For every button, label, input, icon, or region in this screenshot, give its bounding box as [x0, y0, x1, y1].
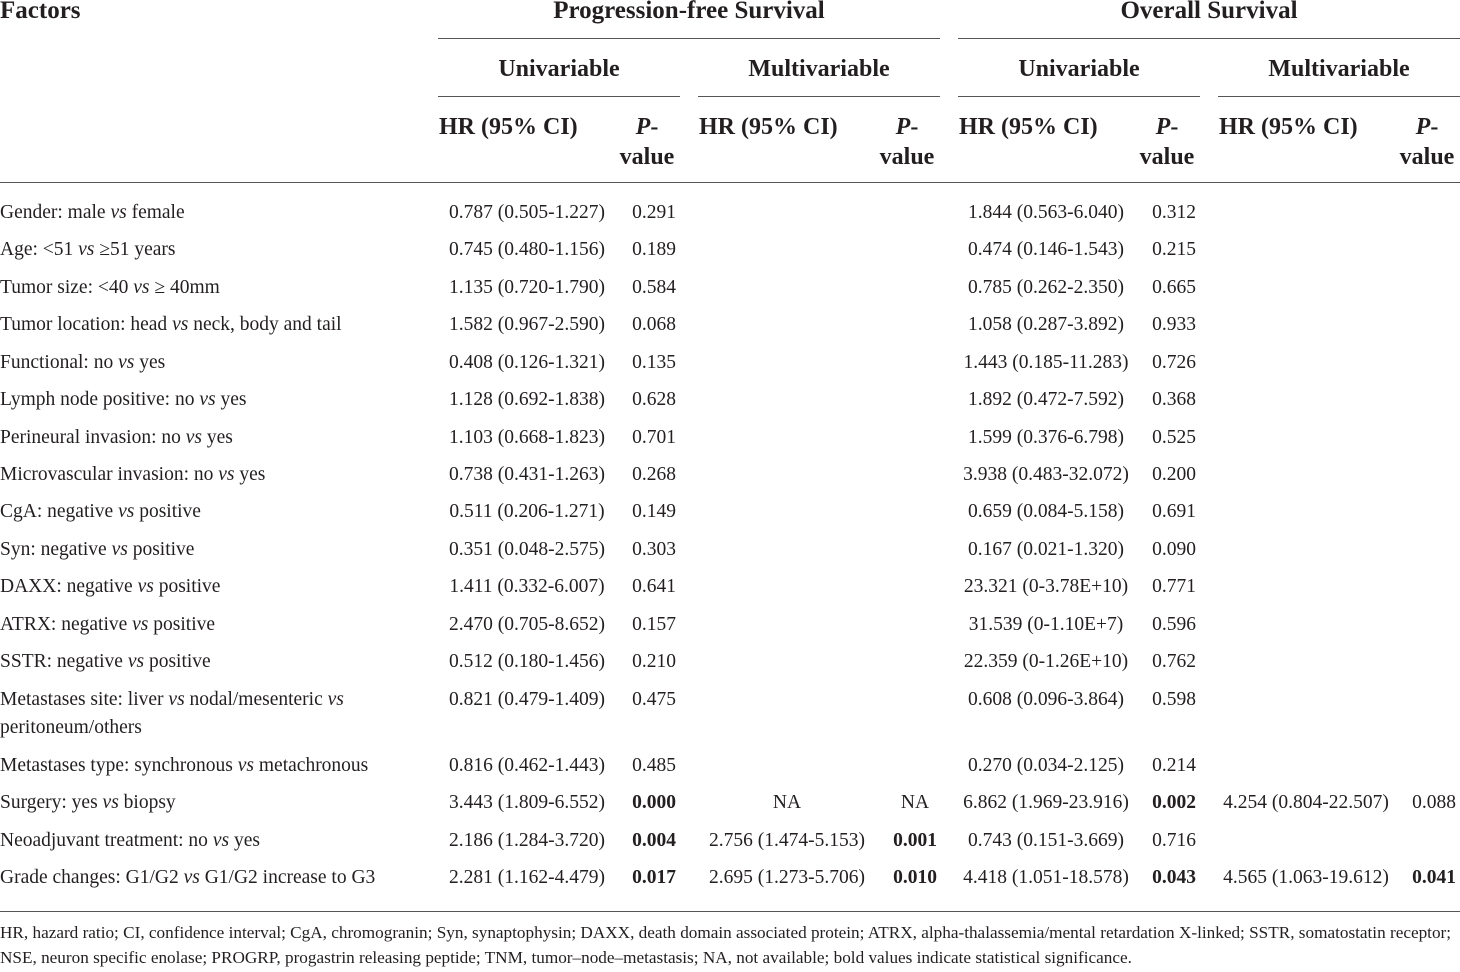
os-uni-hr: 0.474 (0.146-1.543): [968, 239, 1124, 260]
pfs-multi-p: 0.001: [893, 830, 937, 851]
pfs-uni-p: 0.004: [632, 830, 676, 851]
factor-text: CgA: negative: [0, 501, 119, 522]
factor-text: Perineural invasion: no: [0, 427, 186, 448]
factor-text: biopsy: [118, 792, 176, 813]
os-uni-p: 0.933: [1152, 314, 1196, 335]
os-uni-p: 0.598: [1152, 689, 1196, 710]
os-uni-hr: 1.844 (0.563-6.040): [968, 202, 1124, 223]
pfs-uni-hr: 2.281 (1.162-4.479): [449, 867, 605, 888]
factor-vs: vs: [137, 576, 154, 597]
pfs-uni-p: 0.210: [632, 651, 676, 672]
pfs-uni-hr: 1.582 (0.967-2.590): [449, 314, 605, 335]
factor-label: [0, 349, 430, 377]
factor-vs: vs: [218, 464, 235, 485]
pfs-uni-p-header-line2: value: [619, 144, 675, 170]
pfs-uni-hr: 0.408 (0.126-1.321): [449, 352, 605, 373]
factor-label: [0, 498, 430, 526]
os-multivariable-rule: [1218, 96, 1460, 97]
os-uni-p: 0.090: [1152, 539, 1196, 560]
factor-text: female: [126, 202, 185, 223]
factor-text: Surgery: yes: [0, 792, 103, 813]
os-uni-p: 0.771: [1152, 576, 1196, 597]
factor-vs: vs: [102, 792, 119, 813]
factor-label: [0, 686, 390, 742]
factor-text: Metastases site: liver: [0, 689, 169, 710]
os-header-rule: [958, 38, 1460, 39]
os-uni-hr: 1.599 (0.376-6.798): [968, 427, 1124, 448]
factor-label: [0, 536, 430, 564]
factor-text: Tumor size: <40: [0, 277, 134, 298]
pfs-uni-hr: 2.470 (0.705-8.652): [449, 614, 605, 635]
factor-text: positive: [148, 614, 216, 635]
pfs-uni-p: 0.628: [632, 389, 676, 410]
pfs-uni-hr: 0.745 (0.480-1.156): [449, 239, 605, 260]
factor-vs: vs: [212, 830, 230, 851]
os-uni-p: 0.665: [1152, 277, 1196, 298]
p-header-italic: P: [1415, 114, 1431, 140]
header-bottom-rule: [0, 182, 1460, 183]
factor-text: nodal/mesenteric: [184, 689, 328, 710]
p-header-italic: P: [895, 114, 911, 140]
factor-text: positive: [153, 576, 221, 597]
pfs-uni-p: 0.303: [632, 539, 676, 560]
factor-label: [0, 752, 430, 780]
factor-vs: vs: [78, 239, 95, 260]
os-uni-p: 0.002: [1152, 792, 1196, 813]
factor-vs: vs: [199, 389, 216, 410]
pfs-uni-hr: 0.512 (0.180-1.456): [449, 651, 605, 672]
pfs-multi-p: 0.010: [893, 867, 937, 888]
factor-label: [0, 789, 430, 817]
os-univariable-header: Univariable: [1018, 56, 1140, 82]
os-uni-hr: 22.359 (0-1.26E+10): [963, 651, 1129, 672]
pfs-uni-p-header: [614, 112, 680, 142]
factor-text: Microvascular invasion: no: [0, 464, 219, 485]
pfs-uni-p: 0.485: [632, 755, 676, 776]
pfs-uni-p: 0.475: [632, 689, 676, 710]
factor-text: Functional: no: [0, 352, 119, 373]
factor-text: SSTR: negative: [0, 651, 128, 672]
pfs-uni-p: 0.068: [632, 314, 676, 335]
os-multi-hr: 4.565 (1.063-19.612): [1223, 867, 1389, 888]
factor-text: Gender: male: [0, 202, 111, 223]
os-uni-hr: 1.443 (0.185-11.283): [963, 352, 1129, 373]
pfs-header-rule: [438, 38, 940, 39]
factor-text: yes: [234, 464, 266, 485]
factor-text: Syn: negative: [0, 539, 112, 560]
factor-text: metachronous: [254, 755, 369, 776]
os-univariable-rule: [958, 96, 1200, 97]
pfs-uni-p: 0.149: [632, 501, 676, 522]
pfs-multivariable-rule: [698, 96, 940, 97]
pfs-uni-hr: 0.738 (0.431-1.263): [449, 464, 605, 485]
factor-text: ≥51 years: [94, 239, 176, 260]
os-uni-p-header-line2: value: [1139, 144, 1195, 170]
os-uni-hr: 23.321 (0-3.78E+10): [963, 576, 1129, 597]
os-uni-hr: 0.785 (0.262-2.350): [968, 277, 1124, 298]
factors-header: Factors: [0, 0, 81, 24]
os-uni-p: 0.214: [1152, 755, 1196, 776]
factor-vs: vs: [168, 689, 185, 710]
pfs-multivariable-header: Multivariable: [748, 56, 890, 82]
pfs-uni-hr: 3.443 (1.809-6.552): [449, 792, 605, 813]
os-uni-hr: 31.539 (0-1.10E+7): [968, 614, 1124, 635]
pfs-multi-hr: 2.695 (1.273-5.706): [709, 867, 865, 888]
pfs-uni-hr: 0.351 (0.048-2.575): [449, 539, 605, 560]
factor-text: Lymph node positive: no: [0, 389, 200, 410]
factor-vs: vs: [172, 314, 189, 335]
os-uni-hr-header: HR (95% CI): [959, 114, 1098, 140]
os-uni-p: 0.200: [1152, 464, 1196, 485]
pfs-uni-p: 0.017: [632, 867, 676, 888]
factor-label: [0, 424, 430, 452]
os-uni-p: 0.312: [1152, 202, 1196, 223]
factor-vs: vs: [127, 651, 145, 672]
factor-label: [0, 386, 430, 414]
os-uni-hr: 0.270 (0.034-2.125): [968, 755, 1124, 776]
pfs-univariable-header: Univariable: [498, 56, 620, 82]
os-multi-p: 0.041: [1412, 867, 1456, 888]
os-uni-hr: 1.058 (0.287-3.892): [968, 314, 1124, 335]
os-multi-hr-header: HR (95% CI): [1219, 114, 1358, 140]
pfs-header: Progression-free Survival: [553, 0, 825, 24]
factor-text: Grade changes: G1/G2: [0, 867, 184, 888]
os-header: Overall Survival: [1120, 0, 1298, 24]
os-uni-hr: 0.743 (0.151-3.669): [968, 830, 1124, 851]
factor-text: neck, body and tail: [188, 314, 342, 335]
factor-label: [0, 573, 430, 601]
os-multi-p: 0.088: [1412, 792, 1456, 813]
pfs-uni-p: 0.135: [632, 352, 676, 373]
pfs-uni-hr: 1.103 (0.668-1.823): [449, 427, 605, 448]
pfs-uni-p: 0.584: [632, 277, 676, 298]
factor-vs: vs: [110, 202, 127, 223]
os-multi-p-header: [1394, 112, 1460, 142]
p-header-dash: -: [1170, 114, 1179, 140]
os-uni-p: 0.525: [1152, 427, 1196, 448]
pfs-uni-p: 0.189: [632, 239, 676, 260]
os-uni-hr: 0.167 (0.021-1.320): [968, 539, 1124, 560]
factor-text: positive: [134, 501, 201, 522]
pfs-multi-hr: 2.756 (1.474-5.153): [709, 830, 865, 851]
pfs-uni-hr: 0.787 (0.505-1.227): [449, 202, 605, 223]
p-header-italic: P: [1155, 114, 1171, 140]
os-multivariable-header: Multivariable: [1268, 56, 1410, 82]
factor-label: [0, 461, 430, 489]
pfs-uni-p: 0.157: [632, 614, 676, 635]
factor-label: [0, 611, 430, 639]
os-uni-hr: 1.892 (0.472-7.592): [968, 389, 1124, 410]
os-uni-p: 0.368: [1152, 389, 1196, 410]
factor-text: DAXX: negative: [0, 576, 138, 597]
p-header-dash: -: [910, 114, 919, 140]
pfs-uni-hr: 0.821 (0.479-1.409): [449, 689, 605, 710]
os-uni-p: 0.726: [1152, 352, 1196, 373]
os-uni-p-header: [1134, 112, 1200, 142]
factor-label: [0, 236, 430, 264]
factor-text: G1/G2 increase to G3: [199, 867, 376, 888]
factor-text: Neoadjuvant treatment: no: [0, 830, 213, 851]
factor-vs: vs: [133, 277, 150, 298]
os-uni-hr: 0.608 (0.096-3.864): [968, 689, 1124, 710]
factor-label: [0, 199, 430, 227]
factor-vs: vs: [237, 755, 255, 776]
pfs-uni-p: 0.291: [632, 202, 676, 223]
pfs-uni-hr-header: HR (95% CI): [439, 114, 578, 140]
pfs-uni-p: 0.701: [632, 427, 676, 448]
pfs-multi-hr-header: HR (95% CI): [699, 114, 838, 140]
factor-text: positive: [144, 651, 211, 672]
pfs-uni-p: 0.268: [632, 464, 676, 485]
factor-text: peritoneum/others: [0, 717, 142, 738]
factor-text: ≥ 40mm: [149, 277, 220, 298]
pfs-uni-p: 0.641: [632, 576, 676, 597]
os-uni-p: 0.762: [1152, 651, 1196, 672]
pfs-uni-hr: 1.135 (0.720-1.790): [449, 277, 605, 298]
factor-vs: vs: [111, 539, 128, 560]
os-uni-hr: 6.862 (1.969-23.916): [963, 792, 1129, 813]
factor-text: yes: [215, 389, 247, 410]
pfs-multi-p-header: [874, 112, 940, 142]
pfs-uni-hr: 2.186 (1.284-3.720): [449, 830, 605, 851]
os-multi-p-header-line2: value: [1399, 144, 1455, 170]
os-uni-hr: 0.659 (0.084-5.158): [968, 501, 1124, 522]
factor-text: yes: [229, 830, 260, 851]
factor-text: Tumor location: head: [0, 314, 173, 335]
factor-label: [0, 648, 430, 676]
p-header-dash: -: [650, 114, 659, 140]
os-uni-p: 0.215: [1152, 239, 1196, 260]
factor-text: yes: [202, 427, 233, 448]
factor-vs: vs: [118, 352, 135, 373]
os-uni-p: 0.716: [1152, 830, 1196, 851]
pfs-multi-p: NA: [900, 792, 930, 813]
os-uni-p: 0.043: [1152, 867, 1196, 888]
os-uni-p: 0.691: [1152, 501, 1196, 522]
os-uni-p: 0.596: [1152, 614, 1196, 635]
factor-label: [0, 827, 430, 855]
factor-text: ATRX: negative: [0, 614, 133, 635]
pfs-uni-hr: 0.511 (0.206-1.271): [449, 501, 605, 522]
factor-text: Metastases type: synchronous: [0, 755, 238, 776]
p-header-dash: -: [1430, 114, 1439, 140]
os-multi-hr: 4.254 (0.804-22.507): [1223, 792, 1389, 813]
factor-text: positive: [127, 539, 195, 560]
factor-label: [0, 274, 430, 302]
pfs-uni-p: 0.000: [632, 792, 676, 813]
pfs-uni-hr: 0.816 (0.462-1.443): [449, 755, 605, 776]
factor-vs: vs: [118, 501, 135, 522]
os-uni-hr: 3.938 (0.483-32.072): [963, 464, 1129, 485]
p-header-italic: P: [635, 114, 651, 140]
factor-vs: vs: [132, 614, 149, 635]
table-footnote: HR, hazard ratio; CI, confidence interval; CgA, chromogranin; Syn, synaptophysin; DAXX, death domain associated protein; ATRX, alpha-thalassemia/mental retardation X-linked; SSTR, somatostatin receptor; NSE, neuron specific enolase; PROGRP, progastrin releasing peptide; TNM, tumor–node–metastasis; NA, not available; bold values indicate statistical significance.: [0, 923, 1452, 967]
pfs-uni-hr: 1.128 (0.692-1.838): [449, 389, 605, 410]
pfs-univariable-rule: [438, 96, 680, 97]
os-uni-hr: 4.418 (1.051-18.578): [963, 867, 1129, 888]
pfs-multi-hr: NA: [772, 792, 802, 813]
pfs-uni-hr: 1.411 (0.332-6.007): [449, 576, 605, 597]
pfs-multi-p-header-line2: value: [879, 144, 935, 170]
factor-vs: vs: [327, 689, 344, 710]
table-bottom-rule: [0, 911, 1460, 912]
factor-label: [0, 311, 430, 339]
factor-text: yes: [134, 352, 166, 373]
factor-text: Age: <51: [0, 239, 79, 260]
factor-label: [0, 864, 430, 892]
factor-vs: vs: [183, 867, 200, 888]
factor-vs: vs: [185, 427, 203, 448]
